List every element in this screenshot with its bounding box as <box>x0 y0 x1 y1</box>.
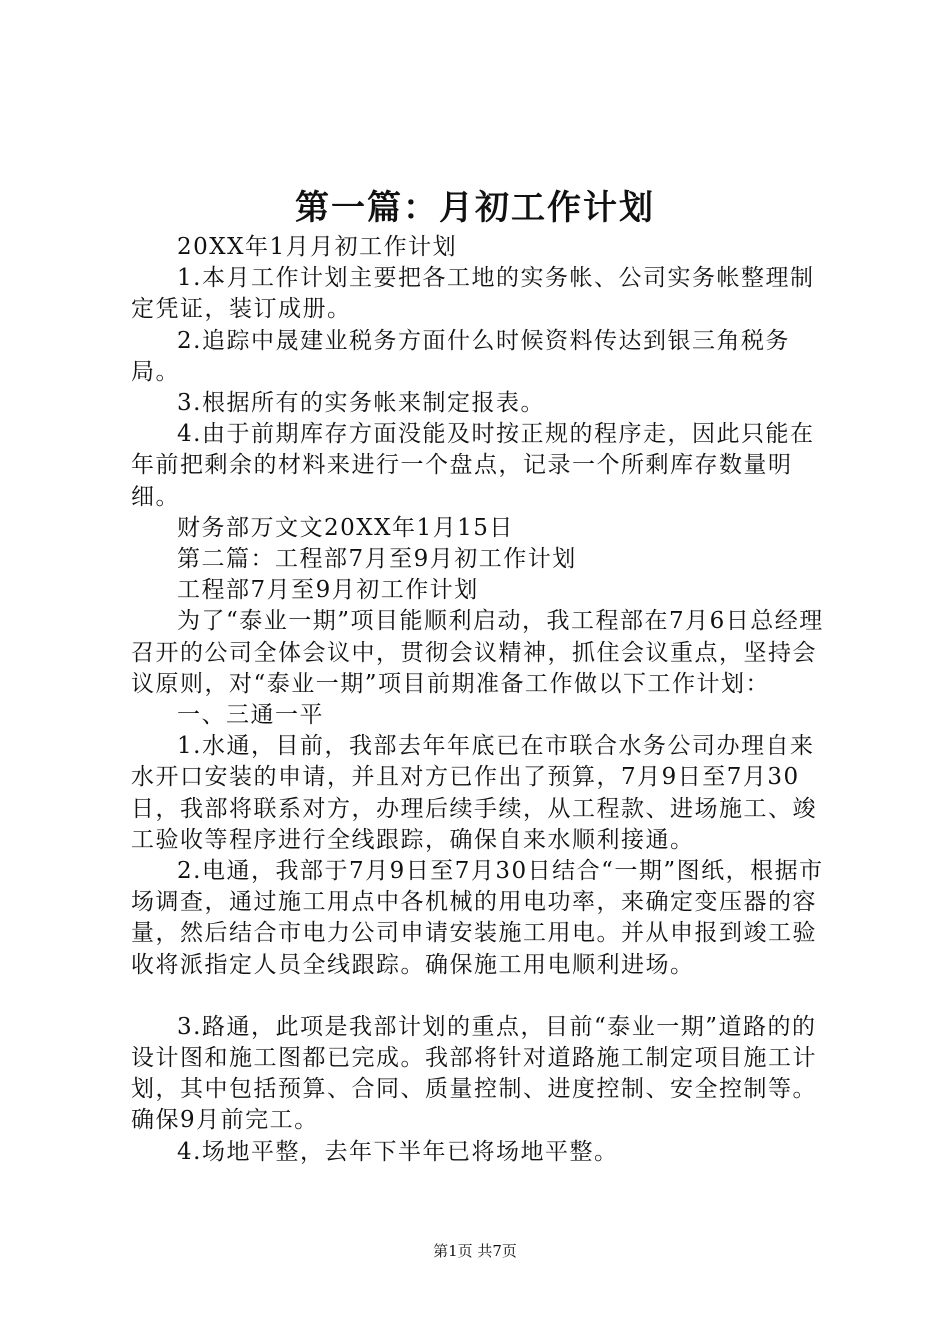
paragraph-13: 3.路通，此项是我部计划的重点，目前“泰业一期”道路的的设计图和施工图都已完成。我部将针对道路施工制定项目施工计划，其中包括预算、合同、质量控制、进度控制、安全控制等。确保9月前完工。 <box>131 1013 817 1134</box>
paragraph-2: 1.本月工作计划主要把各工地的实务帐、公司实务帐整理制定凭证，装订成册。 <box>131 265 815 323</box>
paragraph-5: 4.由于前期库存方面没能及时按正规的程序走，因此只能在年前把剩余的材料来进行一个盘点，记录一个所剩库存数量明细。 <box>131 421 815 510</box>
paragraph-14: 4.场地平整，去年下半年已将场地平整。 <box>177 1138 619 1165</box>
document-body <box>131 232 837 1168</box>
paragraph-7: 第二篇：工程部7月至9月初工作计划 <box>177 546 577 573</box>
paragraph-11: 1.水通，目前，我部去年年底已在市联合水务公司办理自来水开口安装的申请，并且对方已作出了预算，7月9日至7月30日，我部将联系对方，办理后续手续，从工程款、进场施工、竣工验收等程序进行全线跟踪，确保自来水顺利接通。 <box>131 733 817 853</box>
paragraph-1: 20XX年1月月初工作计划 <box>177 234 458 260</box>
paragraph-9: 为了“泰业一期”项目能顺利启动，我工程部在7月6日总经理召开的公司全体会议中，贯彻会议精神，抓住会议重点，坚持会议原则，对“泰业一期”项目前期准备工作做以下工作计划： <box>131 608 824 697</box>
paragraph-3: 2.追踪中晟建业税务方面什么时候资料传达到银三角税务局。 <box>131 327 790 385</box>
paragraph-8: 工程部7月至9月初工作计划 <box>177 577 479 604</box>
paragraph-12: 2.电通，我部于7月9日至7月30日结合“一期”图纸，根据市场调查，通过施工用点中各机械的用电功率，来确定变压器的容量，然后结合市电力公司申请安装施工用电。并从申报到竣工验收将派指定人员全线跟踪。确保施工用电顺利进场。 <box>131 858 824 978</box>
page-number-footer: 第1页 共7页 <box>433 1242 517 1260</box>
paragraph-6: 财务部万文文20XX年1月15日 <box>177 514 514 541</box>
document-title: 第一篇：月初工作计划 <box>295 188 655 228</box>
paragraph-10: 一、三通一平 <box>177 702 324 729</box>
paragraph-4: 3.根据所有的实务帐来制定报表。 <box>177 390 545 417</box>
